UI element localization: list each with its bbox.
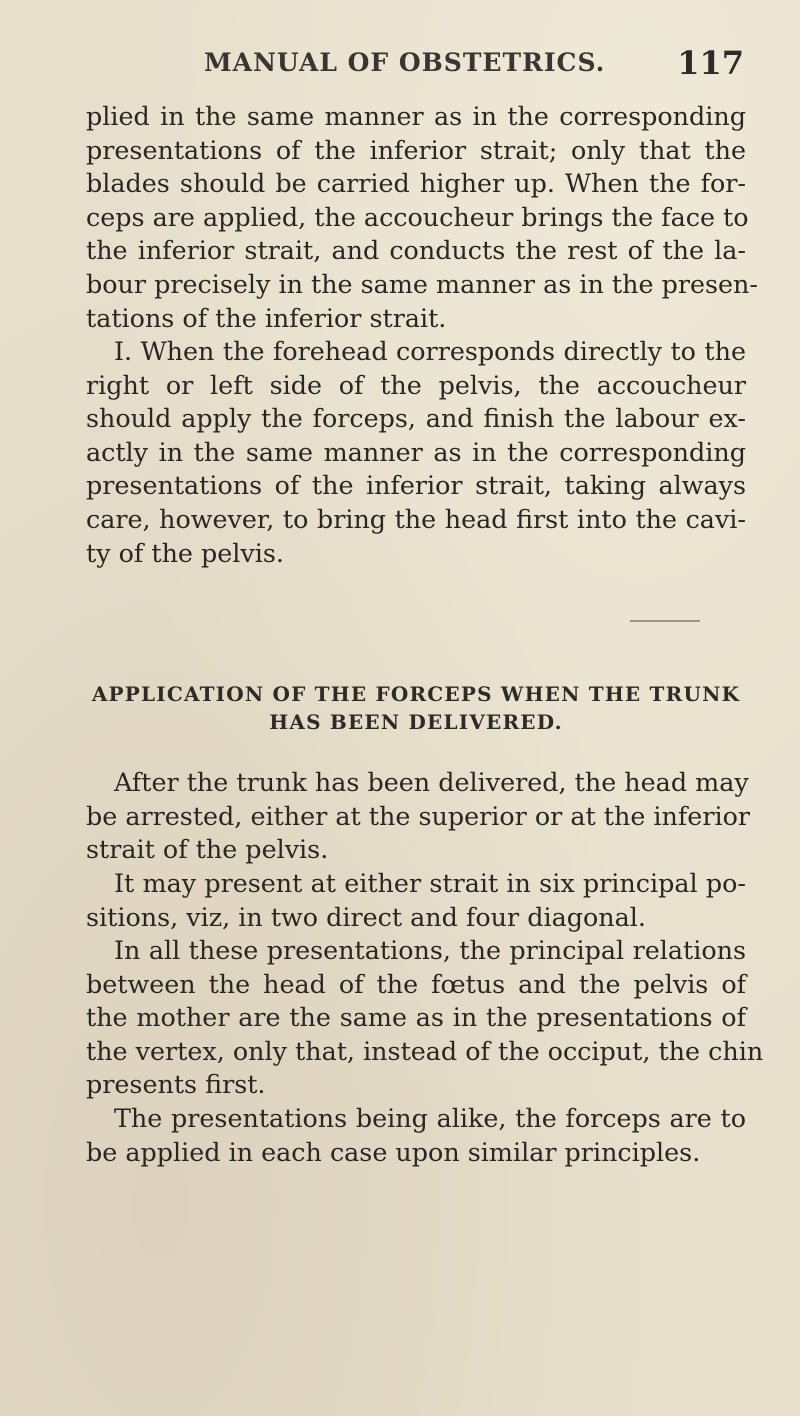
- text-line: presentations of the inferior strait, taking always: [86, 470, 746, 501]
- text-line: sitions, viz, in two direct and four diagonal.: [86, 901, 646, 932]
- text-line: bour precisely in the same manner as in the presen-: [86, 268, 758, 299]
- text-line: the inferior strait, and conducts the rest of the la-: [86, 235, 746, 266]
- text-line: tations of the inferior strait.: [86, 302, 447, 333]
- text-line: actly in the same manner as in the corresponding: [86, 436, 746, 467]
- text-line: I. When the forehead corresponds directly to the: [114, 336, 746, 366]
- text-line: In all these presentations, the principal relations: [114, 935, 746, 965]
- section-divider: [630, 620, 700, 622]
- text-line: should apply the forceps, and finish the labour ex-: [86, 403, 746, 434]
- text-line: presentations of the inferior strait; only that the: [86, 134, 746, 165]
- text-line: care, however, to bring the head first into the cavi-: [86, 503, 746, 534]
- section-heading-line: HAS BEEN DELIVERED.: [269, 710, 563, 734]
- text-line: ty of the pelvis.: [86, 537, 284, 568]
- running-head: [204, 44, 744, 84]
- section-heading: [86, 680, 746, 736]
- text-line: the vertex, only that, instead of the occiput, the chin: [86, 1035, 764, 1066]
- text-line: be arrested, either at the superior or at the inferior: [86, 800, 750, 831]
- text-line: blades should be carried higher up. When the for-: [86, 168, 746, 199]
- text-line: ceps are applied, the accoucheur brings the face to: [86, 201, 749, 232]
- page-number: 117: [677, 44, 744, 82]
- paragraph-positions: [86, 867, 746, 934]
- text-line: right or left side of the pelvis, the accoucheur: [86, 369, 746, 400]
- text-line: be applied in each case upon similar principles.: [86, 1136, 701, 1167]
- text-line: It may present at either strait in six principal po-: [114, 868, 746, 898]
- text-line: the mother are the same as in the presentations of: [86, 1002, 746, 1033]
- paragraph-forehead: [86, 335, 746, 570]
- section-heading-line: APPLICATION OF THE FORCEPS WHEN THE TRUNK: [91, 682, 741, 706]
- paragraph-trunk-delivered: [86, 766, 750, 867]
- text-line: After the trunk has been delivered, the head may: [114, 767, 749, 797]
- text-line: between the head of the fœtus and the pelvis of: [86, 968, 746, 999]
- paragraph-relations: [86, 934, 764, 1102]
- text-line: strait of the pelvis.: [86, 834, 329, 865]
- text-line: plied in the same manner as in the corresponding: [86, 101, 746, 131]
- text-line: presents first.: [86, 1069, 266, 1100]
- paragraph-continuation: [86, 100, 758, 335]
- running-title: MANUAL OF OBSTETRICS.: [204, 48, 606, 77]
- text-line: The presentations being alike, the forceps are to: [114, 1103, 746, 1133]
- paragraph-similar-principles: [86, 1102, 746, 1169]
